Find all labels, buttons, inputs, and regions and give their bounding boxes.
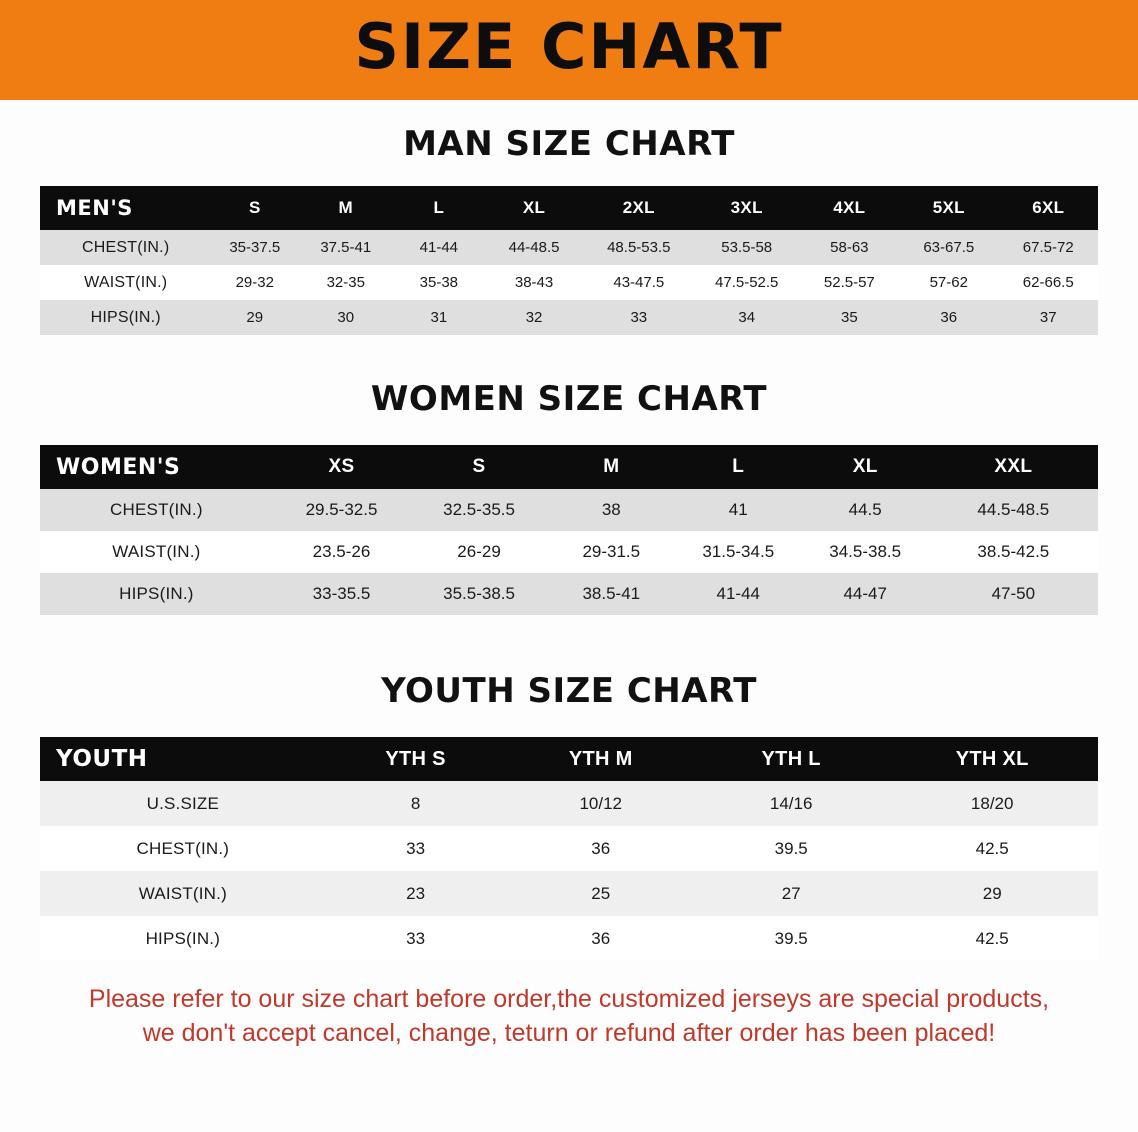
cell: 23.5-26 bbox=[312, 542, 371, 561]
cell: 57-62 bbox=[929, 274, 968, 291]
table-row bbox=[40, 916, 1098, 961]
col-header-yth-m: YTH M bbox=[568, 747, 633, 770]
man-size-table bbox=[40, 186, 1098, 335]
cell: 29.5-32.5 bbox=[305, 500, 378, 519]
col-header-l: L bbox=[433, 198, 445, 217]
table-row bbox=[40, 573, 1098, 615]
cell: 29 bbox=[982, 883, 1002, 903]
col-header-xl: XL bbox=[522, 198, 546, 217]
cell: 36 bbox=[591, 928, 611, 948]
row-label: WAIST(IN.) bbox=[112, 542, 201, 561]
col-header-2xl: 2XL bbox=[622, 198, 655, 217]
youth-section-heading: YOUTH SIZE CHART bbox=[381, 671, 757, 711]
table-row bbox=[40, 489, 1098, 531]
table-row bbox=[40, 871, 1098, 916]
cell: 44-47 bbox=[843, 584, 887, 603]
col-header-l: L bbox=[732, 456, 745, 477]
cell: 29 bbox=[246, 309, 264, 326]
row-label: U.S.SIZE bbox=[146, 793, 220, 813]
cell: 44.5-48.5 bbox=[977, 500, 1050, 519]
table-row bbox=[40, 826, 1098, 871]
row-label: HIPS(IN.) bbox=[119, 584, 194, 603]
table-row bbox=[40, 265, 1098, 300]
row-label: HIPS(IN.) bbox=[90, 308, 161, 326]
cell: 37.5-41 bbox=[320, 239, 372, 256]
cell: 37 bbox=[1039, 309, 1057, 326]
cell: 52.5-57 bbox=[823, 274, 875, 291]
col-header-youth: YOUTH bbox=[56, 746, 148, 772]
women-size-table bbox=[40, 445, 1098, 615]
table-header-row bbox=[40, 186, 1098, 230]
cell: 38.5-42.5 bbox=[977, 542, 1050, 561]
cell: 14/16 bbox=[769, 793, 813, 813]
cell: 48.5-53.5 bbox=[607, 239, 671, 256]
cell: 27 bbox=[781, 883, 801, 903]
row-label: CHEST(IN.) bbox=[110, 500, 203, 519]
col-header-5xl: 5XL bbox=[932, 198, 965, 217]
cell: 62-66.5 bbox=[1022, 274, 1074, 291]
page-title: SIZE CHART bbox=[354, 10, 784, 83]
col-header-4xl: 4XL bbox=[833, 198, 866, 217]
cell: 33 bbox=[630, 309, 648, 326]
col-header-s: S bbox=[472, 456, 486, 477]
cell: 35-37.5 bbox=[229, 239, 281, 256]
cell: 30 bbox=[337, 309, 355, 326]
row-label: WAIST(IN.) bbox=[84, 273, 168, 291]
man-section-heading: MAN SIZE CHART bbox=[403, 124, 735, 164]
col-header-m: M bbox=[603, 456, 620, 477]
col-header-m: M bbox=[338, 198, 353, 217]
table-row bbox=[40, 781, 1098, 826]
cell: 38 bbox=[601, 500, 621, 519]
cell: 43-47.5 bbox=[613, 274, 665, 291]
table-row bbox=[40, 531, 1098, 573]
cell: 32.5-35.5 bbox=[443, 500, 515, 519]
col-header-womens: WOMEN'S bbox=[56, 454, 181, 480]
cell: 47-50 bbox=[991, 584, 1036, 603]
women-table-wrap bbox=[0, 445, 1138, 615]
col-header-xxl: XXL bbox=[994, 456, 1033, 477]
cell: 31.5-34.5 bbox=[702, 542, 775, 561]
col-header-yth-xl: YTH XL bbox=[955, 747, 1029, 770]
cell: 44.5 bbox=[848, 500, 882, 519]
cell: 32 bbox=[525, 309, 543, 326]
cell: 32-35 bbox=[326, 274, 365, 291]
cell: 34 bbox=[738, 309, 756, 326]
cell: 25 bbox=[591, 883, 611, 903]
col-header-6xl: 6XL bbox=[1032, 198, 1065, 217]
cell: 36 bbox=[591, 838, 611, 858]
cell: 34.5-38.5 bbox=[829, 542, 902, 561]
disclaimer-line-1: Please refer to our size chart before order,the customized jerseys are special products, bbox=[88, 985, 1050, 1013]
table-header-row bbox=[40, 445, 1098, 489]
cell: 39.5 bbox=[774, 928, 808, 948]
row-label: CHEST(IN.) bbox=[136, 838, 230, 858]
cell: 42.5 bbox=[975, 838, 1009, 858]
cell: 33 bbox=[406, 928, 426, 948]
youth-size-table bbox=[40, 737, 1098, 961]
table-row bbox=[40, 230, 1098, 265]
cell: 41 bbox=[728, 500, 748, 519]
cell: 44-48.5 bbox=[508, 239, 560, 256]
cell: 36 bbox=[940, 309, 958, 326]
cell: 58-63 bbox=[830, 239, 869, 256]
cell: 39.5 bbox=[774, 838, 808, 858]
cell: 38.5-41 bbox=[582, 584, 641, 603]
cell: 63-67.5 bbox=[923, 239, 975, 256]
col-header-yth-l: YTH L bbox=[761, 747, 821, 770]
cell: 29-31.5 bbox=[582, 542, 641, 561]
cell: 10/12 bbox=[579, 793, 622, 813]
cell: 53.5-58 bbox=[721, 239, 773, 256]
col-header-xs: XS bbox=[328, 456, 355, 477]
row-label: WAIST(IN.) bbox=[138, 883, 227, 903]
col-header-3xl: 3XL bbox=[730, 198, 763, 217]
table-header-row bbox=[40, 737, 1098, 781]
page-banner bbox=[0, 0, 1138, 100]
cell: 33-35.5 bbox=[312, 584, 371, 603]
cell: 26-29 bbox=[457, 542, 501, 561]
disclaimer-note bbox=[34, 983, 1104, 1051]
cell: 23 bbox=[406, 883, 426, 903]
col-header-yth-s: YTH S bbox=[385, 747, 446, 770]
cell: 47.5-52.5 bbox=[715, 274, 779, 291]
cell: 35-38 bbox=[419, 274, 459, 291]
cell: 33 bbox=[406, 838, 426, 858]
col-header-men: MEN'S bbox=[56, 196, 133, 220]
cell: 31 bbox=[430, 309, 448, 326]
women-section-heading: WOMEN SIZE CHART bbox=[370, 379, 768, 419]
cell: 67.5-72 bbox=[1022, 239, 1074, 256]
cell: 38-43 bbox=[514, 274, 554, 291]
row-label: CHEST(IN.) bbox=[82, 238, 170, 256]
row-label: HIPS(IN.) bbox=[145, 928, 221, 948]
disclaimer-line-2: we don't accept cancel, change, teturn or refund after order has been placed! bbox=[142, 1018, 996, 1047]
col-header-s: S bbox=[248, 198, 261, 217]
cell: 35.5-38.5 bbox=[443, 584, 515, 603]
cell: 42.5 bbox=[975, 928, 1009, 948]
cell: 35 bbox=[840, 309, 858, 326]
youth-table-wrap bbox=[0, 737, 1138, 961]
cell: 8 bbox=[410, 793, 421, 813]
man-table-wrap bbox=[0, 186, 1138, 335]
cell: 41-44 bbox=[419, 239, 459, 256]
col-header-xl: XL bbox=[852, 456, 878, 477]
table-row bbox=[40, 300, 1098, 335]
cell: 18/20 bbox=[970, 793, 1014, 813]
cell: 41-44 bbox=[716, 584, 760, 603]
cell: 29-32 bbox=[235, 274, 274, 291]
